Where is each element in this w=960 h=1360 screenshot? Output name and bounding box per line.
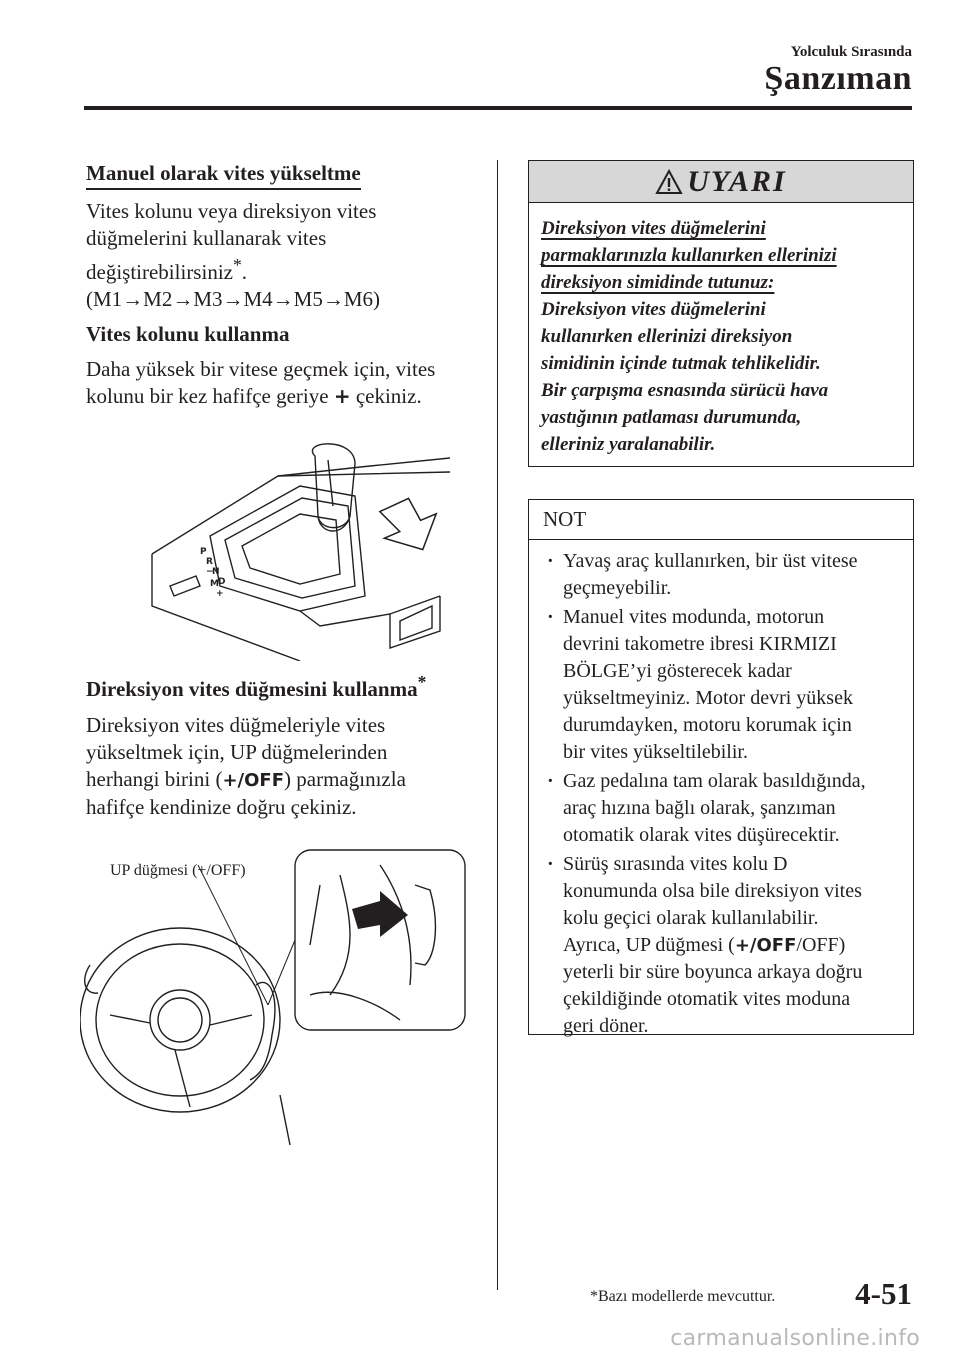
warning-line: simidinin içinde tutmak tehlikelidir. bbox=[541, 353, 821, 374]
gear-plus: + bbox=[216, 589, 224, 599]
gear-letter-n: N bbox=[212, 567, 220, 577]
gear-letter-p: P bbox=[200, 547, 207, 557]
text-line: Daha yüksek bir vitese geçmek için, vites bbox=[86, 357, 436, 381]
list-item bbox=[541, 768, 907, 849]
text-line: yükseltmek için, UP düğmelerinden bbox=[86, 740, 388, 764]
gear-minus: − bbox=[206, 567, 214, 577]
list-item bbox=[541, 604, 907, 766]
heading-shift-lever: Vites kolunu kullanma bbox=[86, 322, 290, 346]
bullet: · bbox=[547, 853, 554, 875]
paragraph-manual bbox=[86, 198, 481, 313]
text-line: Yavaş araç kullanırken, bir üst vitese bbox=[563, 550, 858, 572]
section-label: Yolculuk Sırasında bbox=[790, 44, 912, 60]
text-line: düğmelerini kullanarak vites bbox=[86, 226, 327, 250]
text-fragment: çekiniz. bbox=[350, 384, 422, 408]
note-title: NOT bbox=[529, 500, 913, 540]
text-line: otomatik olarak vites düşürecektir. bbox=[563, 824, 840, 846]
text-line: kolu geçici olarak kullanılabilir. bbox=[563, 907, 819, 929]
warning-line: elleriniz yaralanabilir. bbox=[541, 434, 716, 455]
gear-sequence: (M1→M2→M3→M4→M5→M6) bbox=[86, 287, 381, 311]
asterisk: * bbox=[417, 672, 427, 692]
text-line bbox=[86, 383, 481, 410]
footnote: *Bazı modellerde mevcuttur. bbox=[590, 1288, 776, 1305]
paragraph-lever bbox=[86, 356, 481, 410]
note-box bbox=[528, 499, 914, 1035]
heading-steering-shift bbox=[86, 672, 426, 702]
gear-letter-r: R bbox=[206, 557, 213, 567]
warning-line: Direksiyon vites düğmelerini bbox=[541, 299, 766, 320]
text-line: durumdayken, motoru korumak için bbox=[563, 714, 852, 736]
list-item bbox=[541, 851, 907, 1040]
pull-arrow-icon bbox=[352, 891, 408, 937]
text-line: devrini takometre ibresi KIRMIZI bbox=[563, 633, 837, 655]
steering-wheel-illustration bbox=[80, 845, 475, 1145]
gear-letter-d: D bbox=[218, 577, 226, 587]
warning-line: direksiyon simidinde tutunuz: bbox=[541, 272, 775, 293]
warning-header bbox=[529, 161, 913, 203]
warning-line: Bir çarpışma esnasında sürücü hava bbox=[541, 380, 829, 401]
text-fragment: /OFF) bbox=[796, 934, 846, 956]
note-list bbox=[529, 540, 913, 1040]
bullet: · bbox=[547, 606, 554, 628]
text-line: çekildiğinde otomatik vites moduna bbox=[563, 988, 851, 1010]
list-item bbox=[541, 548, 907, 602]
text-line: Vites kolunu veya direksiyon vites bbox=[86, 199, 377, 223]
warning-line: Direksiyon vites düğmelerini bbox=[541, 218, 766, 239]
text-line bbox=[86, 766, 481, 794]
text-line: geri döner. bbox=[563, 1015, 649, 1037]
page-number: 4-51 bbox=[855, 1276, 912, 1311]
text-line: yükseltmeyiniz. Motor devri yüksek bbox=[563, 687, 853, 709]
warning-text bbox=[529, 203, 913, 458]
asterisk: * bbox=[232, 255, 242, 275]
text-fragment: Ayrıca, UP düğmesi ( bbox=[563, 934, 735, 956]
text-line: yeterli bir süre boyunca arkaya doğru bbox=[563, 961, 863, 983]
text-line: BÖLGE’yi gösterecek kadar bbox=[563, 660, 792, 682]
heading-manual-upshift: Manuel olarak vites yükseltme bbox=[86, 160, 361, 190]
text-fragment: herhangi birini ( bbox=[86, 767, 223, 791]
pull-arrow-icon bbox=[382, 500, 434, 548]
text-line: araç hızına bağlı olarak, şanzıman bbox=[563, 797, 836, 819]
warning-line: parmaklarınızla kullanırken ellerinizi bbox=[541, 245, 837, 266]
text-line: bir vites yükseltilebilir. bbox=[563, 741, 748, 763]
bullet: · bbox=[547, 550, 554, 572]
text-line: Sürüş sırasında vites kolu D bbox=[563, 853, 788, 875]
plus-off-symbol: +/OFF bbox=[222, 770, 285, 791]
warning-triangle-icon bbox=[655, 169, 683, 195]
paragraph-steering bbox=[86, 712, 481, 821]
bullet: · bbox=[547, 770, 554, 792]
warning-line: yastığının patlaması durumunda, bbox=[541, 407, 802, 428]
up-button-callout: UP düğmesi (+/OFF) bbox=[110, 862, 246, 879]
shift-lever-illustration bbox=[150, 436, 450, 661]
text-fragment: ) parmağınızla bbox=[284, 767, 406, 791]
text-line: Direksiyon vites düğmeleriyle vites bbox=[86, 713, 386, 737]
plus-off-symbol: +/OFF bbox=[734, 935, 797, 956]
text-line bbox=[563, 932, 907, 959]
text-fragment: . bbox=[241, 260, 247, 284]
text-line bbox=[86, 252, 481, 286]
text-line: geçmeyebilir. bbox=[563, 577, 672, 599]
gear-letter-m: M bbox=[210, 579, 219, 589]
text-line: hafifçe kendinize doğru çekiniz. bbox=[86, 795, 357, 819]
watermark: carmanualsonline.info bbox=[670, 1326, 920, 1351]
text-fragment: kolunu bir kez hafifçe geriye bbox=[86, 384, 334, 408]
warning-line: kullanırken ellerinizi direksiyon bbox=[541, 326, 793, 347]
heading-text: Direksiyon vites düğmesini kullanma bbox=[86, 677, 418, 701]
text-line: konumunda olsa bile direksiyon vites bbox=[563, 880, 862, 902]
text-line: Gaz pedalına tam olarak basıldığında, bbox=[563, 770, 866, 792]
text-line: Manuel vites modunda, motorun bbox=[563, 606, 825, 628]
plus-icon: + bbox=[333, 384, 351, 408]
left-column bbox=[86, 160, 481, 410]
column-divider bbox=[497, 160, 498, 1290]
page-title: Şanzıman bbox=[764, 60, 912, 97]
header-rule bbox=[84, 106, 912, 110]
warning-title: UYARI bbox=[687, 164, 787, 198]
warning-box bbox=[528, 160, 914, 467]
text-fragment: değiştirebilirsiniz bbox=[86, 260, 233, 284]
